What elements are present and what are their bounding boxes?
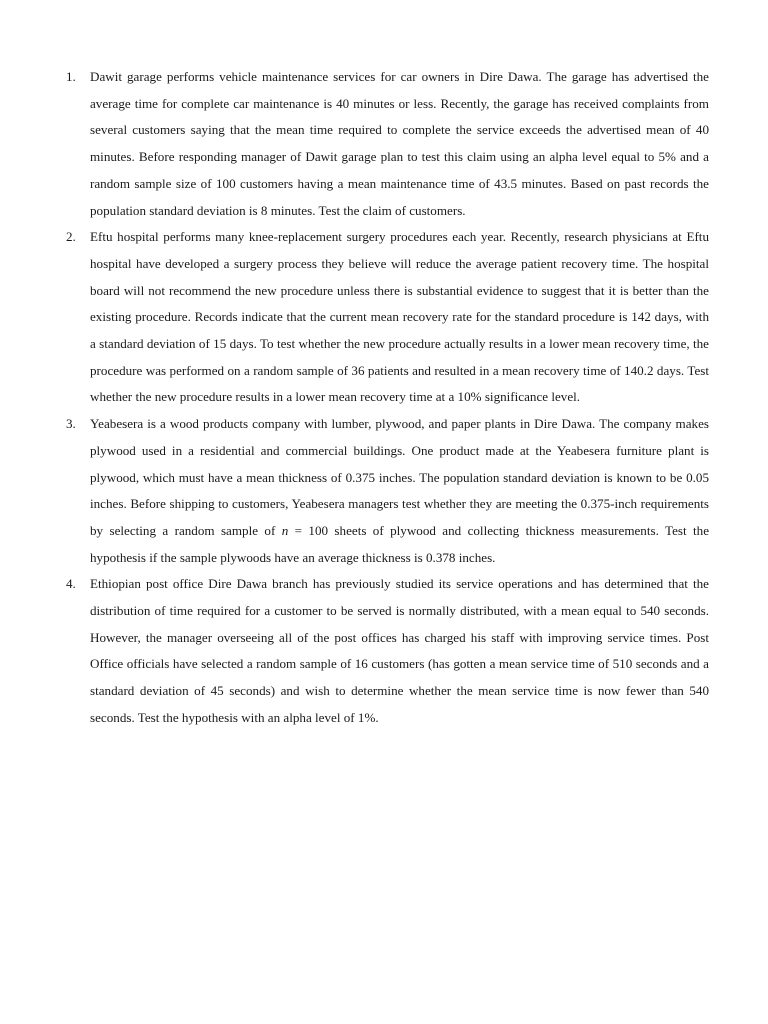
problem-number: 1. [66,69,76,84]
problem-text: Ethiopian post office Dire Dawa branch has previously studied its service operations and has determined that the distribution of time required for a customer to be served is normally distributed, with a mean equal to 540 seconds. However, the manager overseeing all of the post offices has charged his staff with improving service times. Post Office officials have selected a random sample of 16 customers (has gotten a mean service time of 510 seconds and a standard deviation of 45 seconds) and wish to determine whether the mean service time is now fewer than 540 seconds. Test the hypothesis with an alpha level of 1%. [90,576,709,725]
problem-text-part: = 100 sheets of plywood and collecting thickness measurements. Test the hypothesis if the sample plywoods have an average thickness is 0.378 inches. [90,522,710,565]
problem-text: Dawit garage performs vehicle maintenance services for car owners in Dire Dawa. The garage has advertised the average time for complete car maintenance is 40 minutes or less. Recently, the garage has received complaints from several customers saying that the mean time required to complete the service exceeds the advertised mean of 40 minutes. Before responding manager of Dawit garage plan to test this claim using an alpha level equal to 5% and a random sample size of 100 customers having a mean maintenance time of 43.5 minutes. Based on past records the population standard deviation is 8 minutes. Test the claim of customers. [90,69,709,218]
problem-item-1 [66,64,709,224]
problem-number: 2. [66,229,76,245]
problem-text-part: Yeabesera is a wood products company with lumber, plywood, and paper plants in Dire Dawa. The company makes plywood used in a residential and commercial buildings. One product made at the Yeabesera furniture plant is plywood, which must have a mean thickness of 0.375 inches. The population standard deviation is known to be 0.05 inches. Before shipping to customers, Yeabesera managers test whether they are meeting the 0.375-inch requirements by selecting a random sample of [90,416,709,538]
problem-item-2 [66,224,709,411]
problem-item-4 [66,571,709,731]
problem-text [90,411,709,571]
problem-item-3 [66,411,709,571]
problem-number: 3. [66,416,76,432]
problem-number: 4. [66,576,76,592]
problem-text: Eftu hospital performs many knee-replacement surgery procedures each year. Recently, research physicians at Eftu hospital have developed a surgery process they believe will reduce the average patient recovery time. The hospital board will not recommend the new procedure unless there is substantial evidence to suggest that it is better than the existing procedure. Records indicate that the current mean recovery rate for the standard procedure is 142 days, with a standard deviation of 15 days. To test whether the new procedure actually results in a lower mean recovery time, the procedure was performed on a random sample of 36 patients and resulted in a mean recovery time of 140.2 days. Test whether the new procedure results in a lower mean recovery time at a 10% significance level. [90,229,709,405]
sample-size-symbol: n [281,522,289,538]
problem-list [66,64,709,732]
